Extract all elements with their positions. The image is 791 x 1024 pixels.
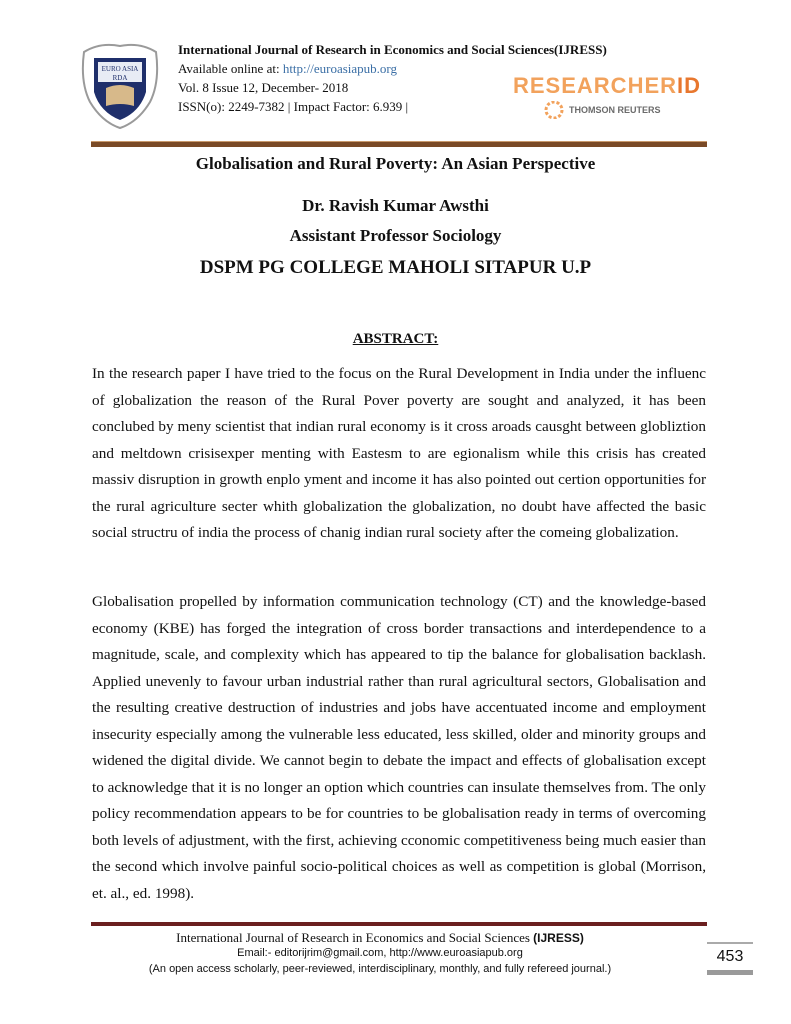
issn-impact: ISSN(o): 2249-7382 | Impact Factor: 6.939 |	[178, 99, 409, 114]
volume-issue: Vol. 8 Issue 12, December- 2018	[178, 80, 349, 95]
footer-contact: Email:- editorijrim@gmail.com, http://www.euroasiapub.org	[237, 947, 523, 959]
footer-divider	[91, 922, 707, 926]
shield-crest-icon	[80, 42, 160, 130]
header-divider	[91, 141, 707, 147]
article-title: Globalisation and Rural Poverty: An Asian Perspective	[195, 154, 596, 173]
thomson-reuters-icon	[543, 101, 565, 119]
thomson-reuters-label: THOMSON REUTERS	[569, 105, 661, 115]
author-name: Dr. Ravish Kumar Awsthi	[302, 196, 489, 215]
footer-description: (An open access scholarly, peer-reviewed, interdisciplinary, monthly, and fully refereed journal.)	[148, 963, 612, 975]
author-role: Assistant Professor Sociology	[289, 226, 502, 245]
journal-title: International Journal of Research in Economics and Social Sciences(IJRESS)	[178, 42, 607, 57]
body-paragraph: Globalisation propelled by information communication technology (CT) and the knowledge-based economy (KBE) has forged the integration of cross border transactions and interdependence to a magnitude, scale, and complexity which has appeared to tip the balance for globalisation backlash. Applied unevenly to favour urban industrial rather than rural agricultural sectors, Globalisation and the resulting creative destruction of industries and jobs have accentuated income and employment insecurity especially among the vulnerable less educated, less skilled, older and minority groups and widened the digital divide. We cannot begin to debate the impact and effects of globalisation except to acknowledge that it is no longer an option which countries can insulate themselves from. The only policy recommendation appears to be for countries to be globalisation ready in terms of overcoming both levels of adjustment, with the first, achieving cconomic competitiveness being much easier than the second which involve painful socio-political choices as well as competition is global (Morrison, et. al., ed. 1998).	[92, 593, 706, 902]
abstract-heading: ABSTRACT:	[352, 331, 439, 347]
journal-logo	[80, 42, 160, 130]
journal-url-link[interactable]: http://euroasiapub.org	[282, 61, 398, 76]
researcher-id-logo: RESEARCHERID THOMSON REUTERS	[513, 73, 713, 119]
author-affiliation: DSPM PG COLLEGE MAHOLI SITAPUR U.P	[199, 257, 592, 278]
abstract-paragraph: In the research paper I have tried to the focus on the Rural Development in India under the influenc of globalization the reason of the Rural Pover poverty are sought and analyzed, it has been conclubed by meny scientist that indian rural economy is it cross aroads causght between globliztion and meltdown crisisexper menting with Eastesm to are egionalism while this crisis has created massiv disruption in growth enplo yment and income it has also pointed out certion opportunities for the rural agriculture secter whith globalization the globalization, no doubt have affected the basic social structru of india the process of chanig indian rural society after the comeing globalization.	[92, 365, 706, 541]
svg-text:EURO ASIA: EURO ASIA	[101, 65, 139, 73]
page-number: 453	[707, 942, 753, 975]
svg-text:RDA: RDA	[112, 74, 128, 82]
footer-journal: International Journal of Research in Economics and Social Sciences (IJRESS)	[176, 930, 584, 945]
available-online: Available online at: http://euroasiapub.org	[178, 61, 398, 76]
